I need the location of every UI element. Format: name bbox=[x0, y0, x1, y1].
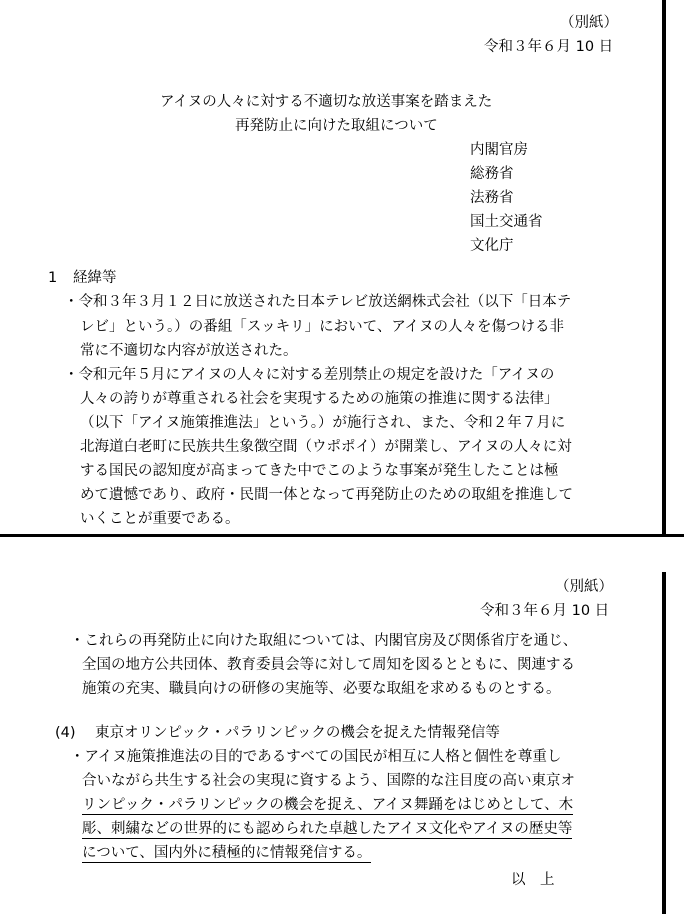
section-number: 1 bbox=[48, 270, 58, 286]
paragraph-line: ・令和元年５月にアイヌの人々に対する差別禁止の規定を設けた「アイヌの bbox=[64, 367, 555, 383]
closing-remark: 以 上 bbox=[511, 872, 555, 888]
paragraph-line: 北海道白老町に民族共生象徴空間（ウポポイ）が開業し、アイヌの人々に対 bbox=[80, 439, 572, 455]
document-date: 令和３年６月 10 日 bbox=[484, 39, 614, 55]
underlined-text: 彫、刺繍などの世界的にも認められた卓越したアイヌ文化やアイヌの歴史等 bbox=[82, 821, 573, 837]
paragraph-line: 合いながら共生する社会の実現に資するよう、国際的な注目度の高い東京オ bbox=[82, 773, 575, 789]
attachment-label: （別紙） bbox=[555, 579, 613, 595]
document-title-line-2: 再発防止に向けた取組について bbox=[235, 118, 438, 134]
paragraph-line: ・アイヌ施策推進法の目的であるすべての国民が相互に人格と個性を尊重し bbox=[70, 749, 562, 765]
document-date: 令和３年６月 10 日 bbox=[480, 603, 610, 619]
section-title: 東京オリンピック・パラリンピックの機会を捉えた情報発信等 bbox=[95, 725, 500, 741]
ministry-name: 国土交通省 bbox=[470, 214, 543, 230]
paragraph-line-underlined bbox=[82, 796, 573, 814]
document-page-2 bbox=[0, 572, 666, 914]
paragraph-line: する国民の認知度が高まってきた中でこのような事案が発生したことは極 bbox=[80, 463, 559, 479]
paragraph-line: （以下「アイヌ施策推進法」という。）が施行され、また、令和２年７月に bbox=[80, 415, 566, 431]
page-separator bbox=[0, 534, 684, 575]
paragraph-line: いくことが重要である。 bbox=[80, 511, 240, 527]
paragraph-line: 常に不適切な内容が放送された。 bbox=[80, 343, 298, 359]
paragraph-line-underlined bbox=[82, 820, 572, 838]
section-number: (4) bbox=[55, 725, 76, 741]
document-title-line-1: アイヌの人々に対する不適切な放送事案を踏まえた bbox=[160, 94, 493, 110]
attachment-label: （別紙） bbox=[560, 15, 618, 31]
underlined-text: について、国内外に積極的に情報発信する。 bbox=[82, 845, 372, 861]
paragraph-line: 全国の地方公共団体、教育委員会等に対して周知を図るとともに、関連する bbox=[82, 657, 575, 673]
ministry-name: 法務省 bbox=[470, 190, 514, 206]
paragraph-line: ・令和３年３月１２日に放送された日本テレビ放送網株式会社（以下「日本テ bbox=[64, 294, 572, 310]
paragraph-line: 施策の充実、職員向けの研修の実施等、必要な取組を求めるものとする。 bbox=[82, 681, 561, 697]
paragraph-line: 人々の誇りが尊重される社会を実現するための施策の推進に関する法律」 bbox=[80, 391, 559, 407]
underlined-text: リンピック・パラリンピックの機会を捉え、アイヌ舞踊をはじめとして、木 bbox=[82, 797, 574, 813]
paragraph-line-underlined bbox=[82, 844, 371, 862]
ministry-name: 総務省 bbox=[470, 166, 514, 182]
ministry-name: 文化庁 bbox=[470, 238, 514, 254]
section-title: 経緯等 bbox=[73, 270, 117, 286]
paragraph-line: レビ」という。）の番組「スッキリ」において、アイヌの人々を傷つける非 bbox=[80, 319, 565, 335]
paragraph-line: めて遺憾であり、政府・民間一体となって再発防止のための取組を推進して bbox=[80, 487, 573, 503]
ministry-name: 内閣官房 bbox=[470, 142, 528, 158]
paragraph-line: ・これらの再発防止に向けた取組については、内閣官房及び関係省庁を通じ、 bbox=[70, 633, 578, 649]
